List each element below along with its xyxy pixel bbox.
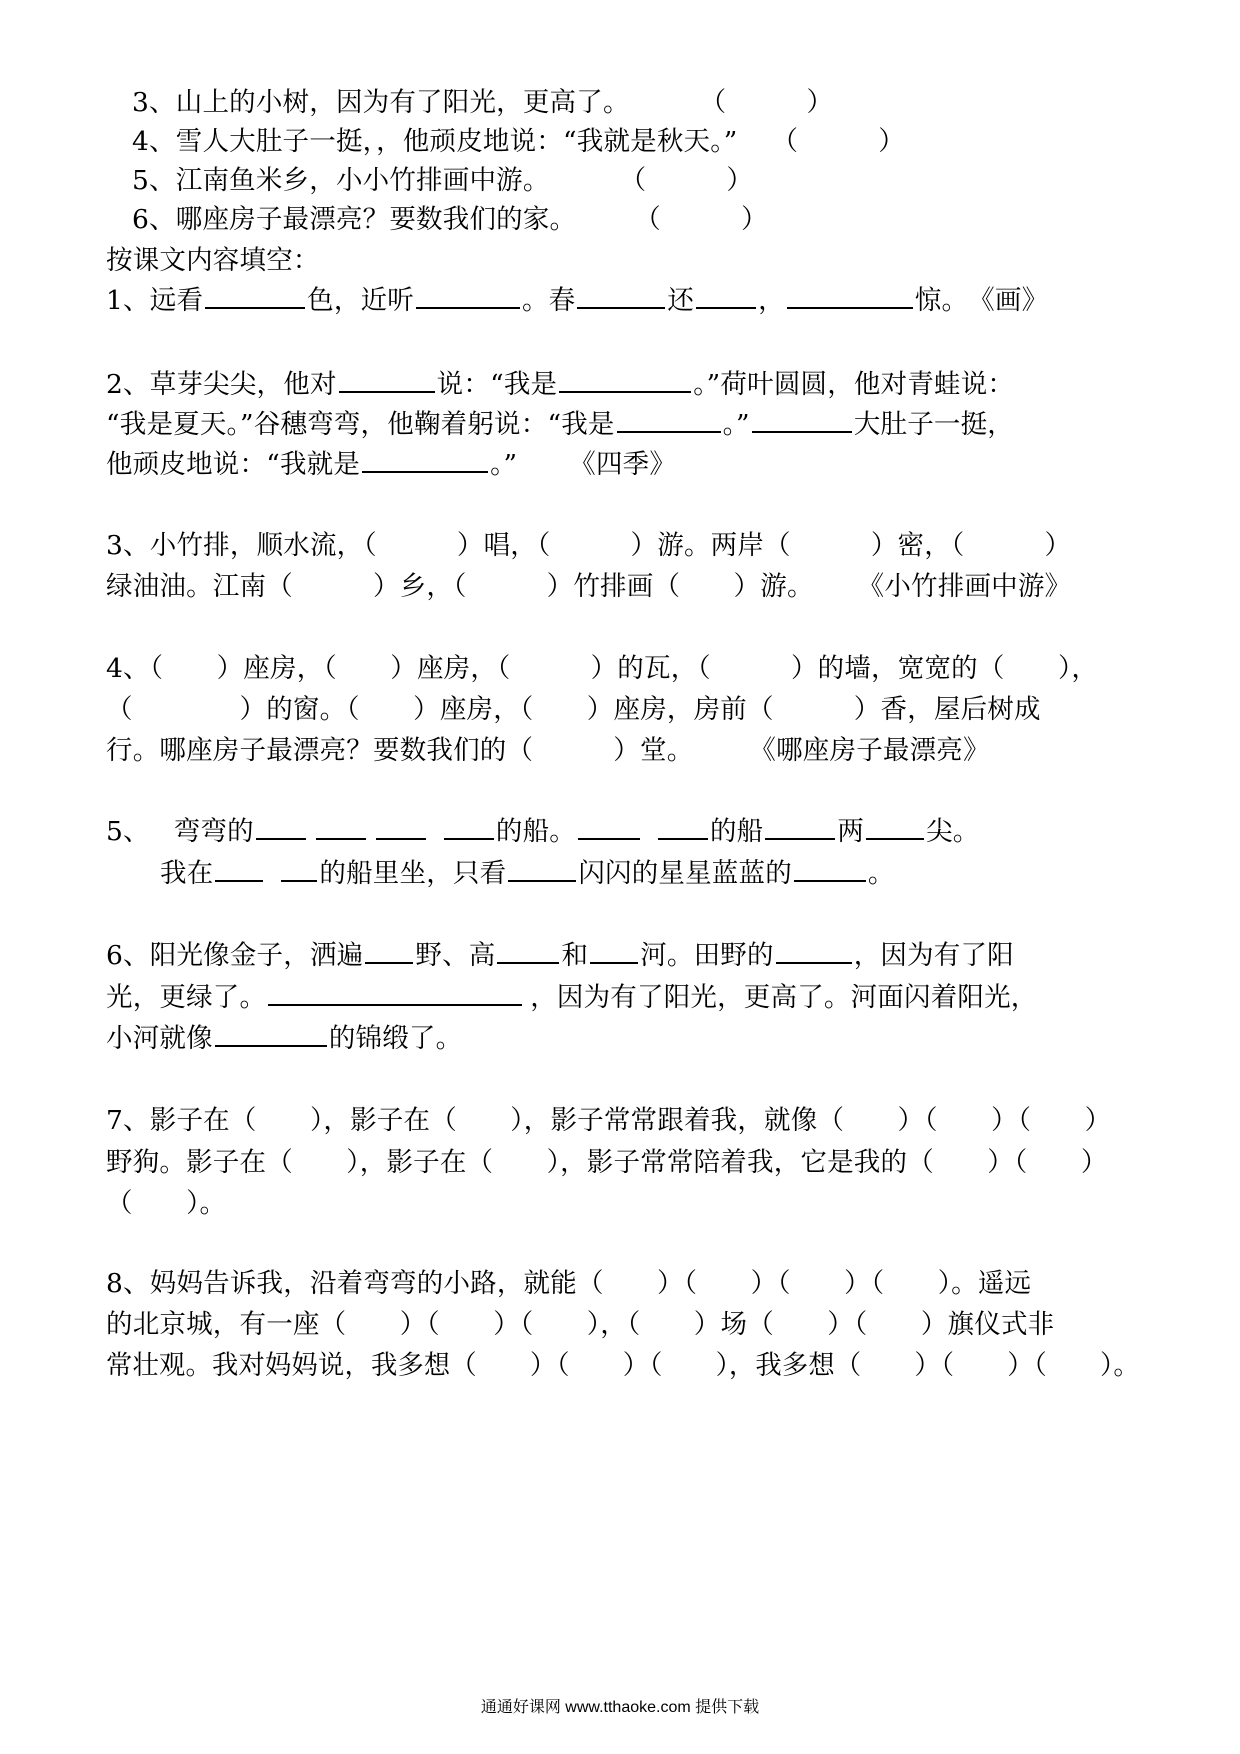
q5-text: 两: [837, 816, 865, 847]
judge-item-6: [132, 204, 768, 235]
q1-text: 还: [667, 285, 695, 316]
q5-text: 弯弯的: [173, 816, 254, 847]
lesson-title: 《四季》: [569, 449, 677, 480]
fill-blank[interactable]: [776, 961, 852, 964]
q2-text: “我是夏天。”谷穗弯弯，他鞠着躬说：“我是: [106, 409, 615, 440]
answer-paren[interactable]: （ ）: [771, 126, 905, 157]
question-2-line-1: [106, 369, 1015, 400]
judge-item-3: [132, 87, 834, 118]
judge-item-text: 4、雪人大肚子一挺，，他顽皮地说：“我就是秋天。”: [132, 126, 738, 157]
fill-blank[interactable]: [765, 837, 835, 840]
fill-blank[interactable]: [577, 306, 665, 309]
fill-blank[interactable]: [787, 306, 913, 309]
lesson-title: 《小竹排画中游》: [857, 571, 1072, 602]
fill-blank[interactable]: [794, 879, 866, 882]
q5-text: 尖。: [926, 816, 980, 847]
q6-text: 6、阳光像金子，洒遍: [106, 940, 364, 971]
section-heading: 按课文内容填空：: [106, 245, 320, 276]
q4-text: 行。哪座房子最漂亮？要数我们的（ ）堂。: [106, 735, 694, 766]
q2-text: 。”: [722, 409, 750, 440]
judge-item-4: [132, 126, 905, 157]
q6-text: 小河就像: [106, 1023, 213, 1054]
judge-item-text: 6、哪座房子最漂亮？要数我们的家。: [132, 204, 577, 235]
fill-blank[interactable]: [365, 961, 413, 964]
q1-text: 惊。: [914, 285, 969, 316]
footer-credit: 通通好课网 www.tthaoke.com 提供下载: [480, 1699, 760, 1716]
question-2-line-3: [106, 449, 677, 480]
question-7-line-3: （ ）。: [106, 1188, 227, 1219]
question-6-line-1: [106, 940, 1014, 971]
q1-text: ，: [758, 285, 785, 316]
q5-text: 闪闪的星星蓝蓝的: [578, 858, 792, 889]
question-3-line-1: 3、小竹排，顺水流，（ ）唱，（ ）游。两岸（ ）密，（ ）: [106, 530, 1072, 561]
fill-blank[interactable]: [416, 306, 520, 309]
fill-blank[interactable]: [362, 470, 488, 473]
question-6-line-3: [106, 1023, 463, 1054]
fill-blank[interactable]: [339, 390, 435, 393]
q6-text: 野、高: [415, 940, 496, 971]
question-8-line-3: 常壮观。我对妈妈说，我多想（ ）（ ）（ ），我多想（ ）（ ）（ ）。: [106, 1350, 1140, 1381]
question-2-line-2: [106, 409, 1014, 440]
fill-blank[interactable]: [497, 961, 559, 964]
fill-blank[interactable]: [559, 390, 691, 393]
lesson-title: 《画》: [968, 285, 1049, 316]
q2-text: 2、草芽尖尖，他对: [106, 369, 337, 400]
question-8-line-1: 8、妈妈告诉我，沿着弯弯的小路，就能（ ）（ ）（ ）（ ）。遥远: [106, 1268, 1032, 1299]
answer-paren[interactable]: （ ）: [699, 87, 834, 118]
q5-text: 的船: [709, 816, 764, 847]
question-7-line-2: 野狗。影子在（ ），影子在（ ），影子常常陪着我，它是我的（ ）（ ）: [106, 1147, 1108, 1178]
q2-text: 他顽皮地说：“我就是: [106, 449, 361, 480]
question-4-line-1: 4、（ ）座房，（ ）座房，（ ）的瓦，（ ）的墙，宽宽的（ ），: [106, 653, 1099, 684]
q5-text: 的船里坐，只看: [319, 858, 507, 889]
lesson-title: 《哪座房子最漂亮》: [749, 735, 990, 766]
question-6-line-2: [106, 982, 1038, 1013]
judge-item-text: 5、江南鱼米乡，小小竹排画中游。: [132, 165, 550, 196]
answer-paren[interactable]: （ ）: [634, 204, 768, 235]
judge-item-text: 3、山上的小树，因为有了阳光，更高了。: [132, 87, 630, 118]
q6-text: ，因为有了阳光，更高了。河面闪着阳光，: [530, 982, 1038, 1013]
q1-text: 。春: [521, 285, 576, 316]
q2-text: 。”: [490, 449, 518, 480]
q6-text: ，因为有了阳: [853, 940, 1014, 971]
fill-blank[interactable]: [215, 879, 263, 882]
fill-blank[interactable]: [866, 837, 924, 840]
q6-text: 的锦缎了。: [328, 1023, 463, 1054]
q6-text: 河。田野的: [640, 940, 774, 971]
question-1: [106, 285, 1049, 316]
q1-text: 色，近听: [307, 285, 414, 316]
q2-text: 。”荷叶圆圆，他对青蛙说：: [693, 369, 1015, 400]
fill-blank[interactable]: [752, 430, 852, 433]
question-7-line-1: 7、影子在（ ），影子在（ ），影子常常跟着我，就像（ ）（ ）（ ）: [106, 1105, 1112, 1136]
fill-blank[interactable]: [578, 837, 640, 840]
question-4-line-3: [106, 735, 990, 766]
question-5-line-2: [160, 858, 895, 889]
fill-blank[interactable]: [590, 961, 638, 964]
fill-blank[interactable]: [205, 306, 305, 309]
question-4-line-2: （ ）的窗。（ ）座房，（ ）座房，房前（ ）香，屋后树成: [106, 694, 1041, 725]
fill-blank[interactable]: [256, 837, 306, 840]
fill-blank[interactable]: [658, 837, 708, 840]
fill-blank[interactable]: [215, 1044, 327, 1047]
q6-text: 光，更绿了。: [106, 982, 267, 1013]
answer-paren[interactable]: （ ）: [619, 165, 754, 196]
q5-text: 我在: [160, 858, 214, 889]
fill-blank[interactable]: [268, 1003, 522, 1006]
q2-text: 说：“我是: [436, 369, 558, 400]
question-number: 5、: [106, 816, 150, 847]
q5-text: 的船。: [495, 816, 576, 847]
q6-text: 和: [561, 940, 589, 971]
q1-text: 1、远看: [106, 285, 204, 316]
q5-text: 。: [867, 858, 895, 889]
fill-blank[interactable]: [617, 430, 721, 433]
fill-blank[interactable]: [696, 306, 756, 309]
question-8-line-2: 的北京城，有一座（ ）（ ）（ ），（ ）场（ ）（ ）旗仪式非: [106, 1309, 1055, 1340]
fill-blank[interactable]: [508, 879, 576, 882]
judge-item-5: [132, 165, 754, 196]
fill-blank[interactable]: [281, 879, 317, 882]
q3-text: 绿油油。江南（ ）乡，（ ）竹排画（ ）游。: [106, 571, 814, 602]
question-3-line-2: [106, 571, 1072, 602]
fill-blank[interactable]: [444, 837, 494, 840]
fill-blank[interactable]: [316, 837, 366, 840]
q2-text: 大肚子一挺，: [853, 409, 1014, 440]
question-5-line-1: [106, 816, 980, 847]
fill-blank[interactable]: [376, 837, 426, 840]
